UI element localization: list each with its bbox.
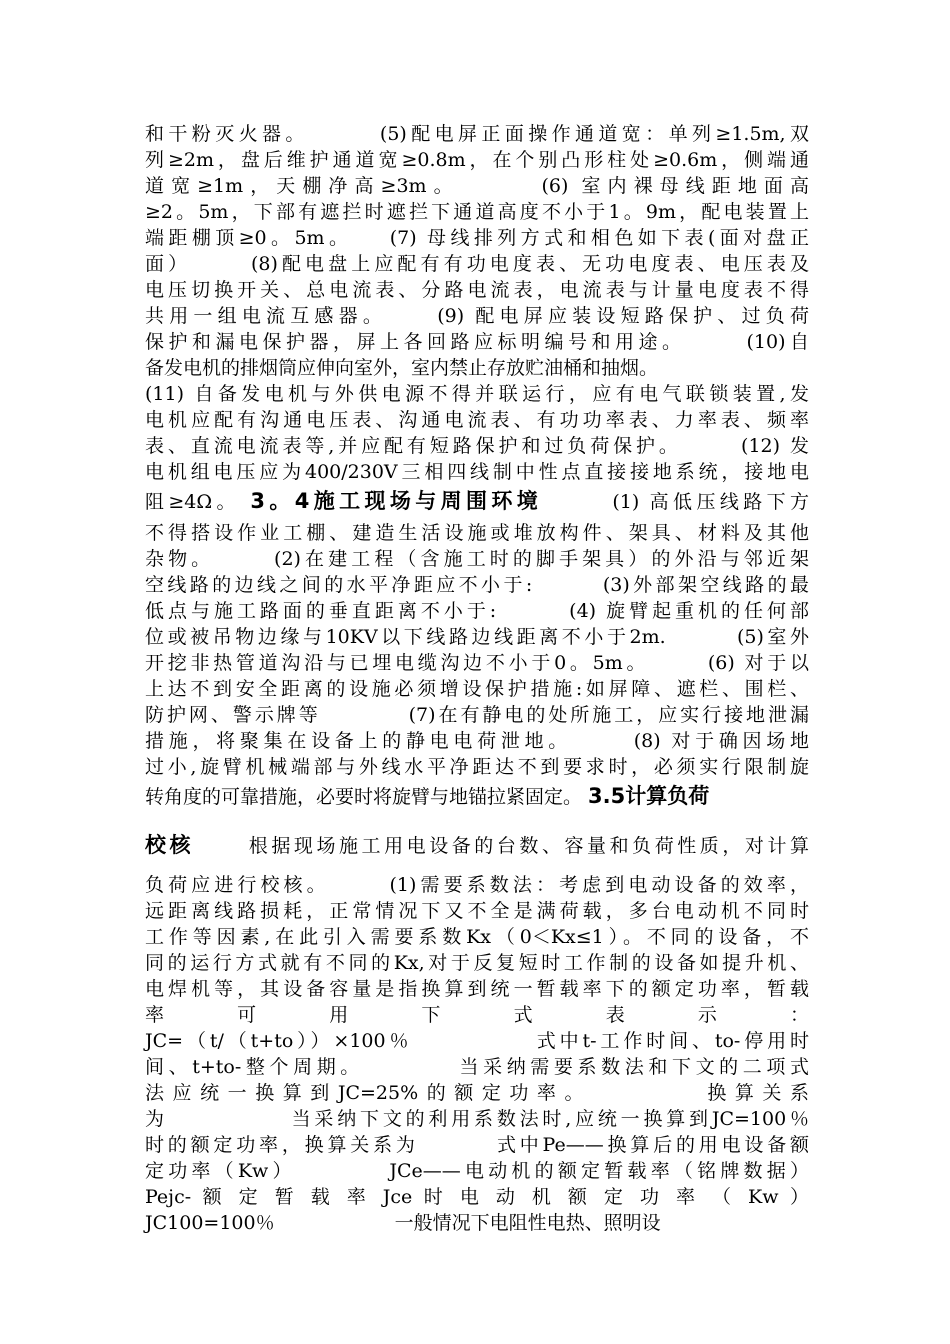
text-line: 防护网、警示牌等 (7)在有静电的处所施工，应实行接地泄漏: [145, 704, 809, 726]
text-line: 负荷应进行校核。 (1)需要系数法：考虑到电动设备的效率，: [145, 874, 809, 896]
section-heading: 3.5计算负荷: [588, 784, 710, 808]
text-line: 法应统一换算到JC=25%的额定功率。 换算关系: [145, 1082, 809, 1104]
text-span: (1) 高低压线路下方: [542, 491, 809, 513]
text-span: 阻≥4Ω。: [145, 491, 251, 513]
text-line: 道宽≥1m，天棚净高≥3m。 (6) 室内裸母线距地面高: [145, 175, 809, 197]
text-line: 杂物。 (2)在建工程（含施工时的脚手架具）的外沿与邻近架: [145, 548, 809, 570]
text-line: 率 可 用 下 式 表 示 ：: [145, 1004, 809, 1026]
text-line: 端距棚顶≥0。5m。 (7) 母线排列方式和相色如下表(面对盘正: [145, 227, 809, 249]
text-line: 列≥2m，盘后维护通道宽≥0.8m，在个别凸形柱处≥0.6m，侧端通: [145, 149, 809, 171]
text-line: 电焊机等，其设备容量是指换算到统一暂载率下的额定功率，暂载: [145, 978, 809, 1000]
text-line: 共用一组电流互感器。 (9) 配电屏应装设短路保护、过负荷: [145, 305, 809, 327]
text-line: ≥2。5m，下部有遮拦时遮拦下通道高度不小于1。9m，配电装置上: [145, 201, 809, 223]
text-line: 时的额定功率，换算关系为 式中Pe——换算后的用电设备额: [145, 1134, 809, 1156]
text-line: 面） (8)配电盘上应配有有功电度表、无功电度表、电压表及: [145, 253, 809, 275]
section-heading: 校核: [145, 833, 195, 857]
text-line: 间、t+to-整个周期。 当采纳需要系数法和下文的二项式: [145, 1056, 809, 1078]
text-line: 远距离线路损耗，正常情况下又不全是满荷载，多台电动机不同时: [145, 900, 809, 922]
text-line: 备发电机的排烟筒应伸向室外，室内禁止存放贮油桶和抽烟。: [145, 357, 659, 379]
text-line: Pejc- 额 定 暂 载 率 Jce 时 电 动 机 额 定 功 率 （ Kw ）: [145, 1186, 809, 1208]
text-line: 电机应配有沟通电压表、沟通电流表、有功功率表、力率表、频率: [145, 409, 809, 431]
text-line: 定功率（Kw） JCe——电动机的额定暂载率（铭牌数据）: [145, 1160, 809, 1182]
text-line: [145, 832, 809, 858]
text-line: 为 当采纳下文的利用系数法时,应统一换算到JC=100％: [145, 1108, 809, 1130]
section-heading: 3。4施工现场与周围环境: [250, 489, 543, 513]
text-line: 位或被吊物边缘与10KV以下线路边线距离不小于2m. (5)室外: [145, 626, 809, 648]
text-line: JC=（t/（t+to））×100％ 式中t-工作时间、to-停用时: [145, 1030, 809, 1052]
text-line: [145, 783, 809, 809]
text-line: 措施，将聚集在设备上的静电电荷泄地。 (8) 对于确因场地: [145, 730, 809, 752]
text-span: 根据现场施工用电设备的台数、容量和负荷性质，对计算: [194, 835, 810, 857]
text-line: 工作等因素,在此引入需要系数Kx（0＜Kx≤1）。不同的设备，不: [145, 926, 809, 948]
text-line: 不得搭设作业工棚、建造生活设施或堆放构件、架具、材料及其他: [145, 522, 809, 544]
text-line: JC100=100％ 一般情况下电阻性电热、照明设: [145, 1212, 661, 1234]
text-line: 开挖非热管道沟沿与已埋电缆沟边不小于0。5m。 (6) 对于以: [145, 652, 809, 674]
text-line: 电压切换开关、总电流表、分路电流表，电流表与计量电度表不得: [145, 279, 809, 301]
text-line: (11) 自备发电机与外供电源不得并联运行，应有电气联锁装置,发: [145, 383, 809, 405]
text-line: 保护和漏电保护器，屏上各回路应标明编号和用途。 (10)自: [145, 331, 809, 353]
text-line: 空线路的边线之间的水平净距应不小于: (3)外部架空线路的最: [145, 574, 809, 596]
text-span: 转角度的可靠措施，必要时将旋臂与地锚拉紧固定。: [145, 786, 589, 808]
text-line: 和干粉灭火器。 (5)配电屏正面操作通道宽：单列≥1.5m,双: [145, 123, 809, 145]
text-line: 过小,旋臂机械端部与外线水平净距达不到要求时，必须实行限制旋: [145, 756, 809, 778]
text-line: 表、直流电流表等,并应配有短路保护和过负荷保护。 (12) 发: [145, 435, 809, 457]
text-line: 低点与施工路面的垂直距离不小于: (4) 旋臂起重机的任何部: [145, 600, 809, 622]
text-line: 同的运行方式就有不同的Kx,对于反复短时工作制的设备如提升机、: [145, 952, 809, 974]
text-line: 电机组电压应为400/230V三相四线制中性点直接接地系统，接地电: [145, 461, 809, 483]
text-line: 上达不到安全距离的设施必须增设保护措施:如屏障、遮栏、围栏、: [145, 678, 809, 700]
text-line: [145, 488, 809, 514]
